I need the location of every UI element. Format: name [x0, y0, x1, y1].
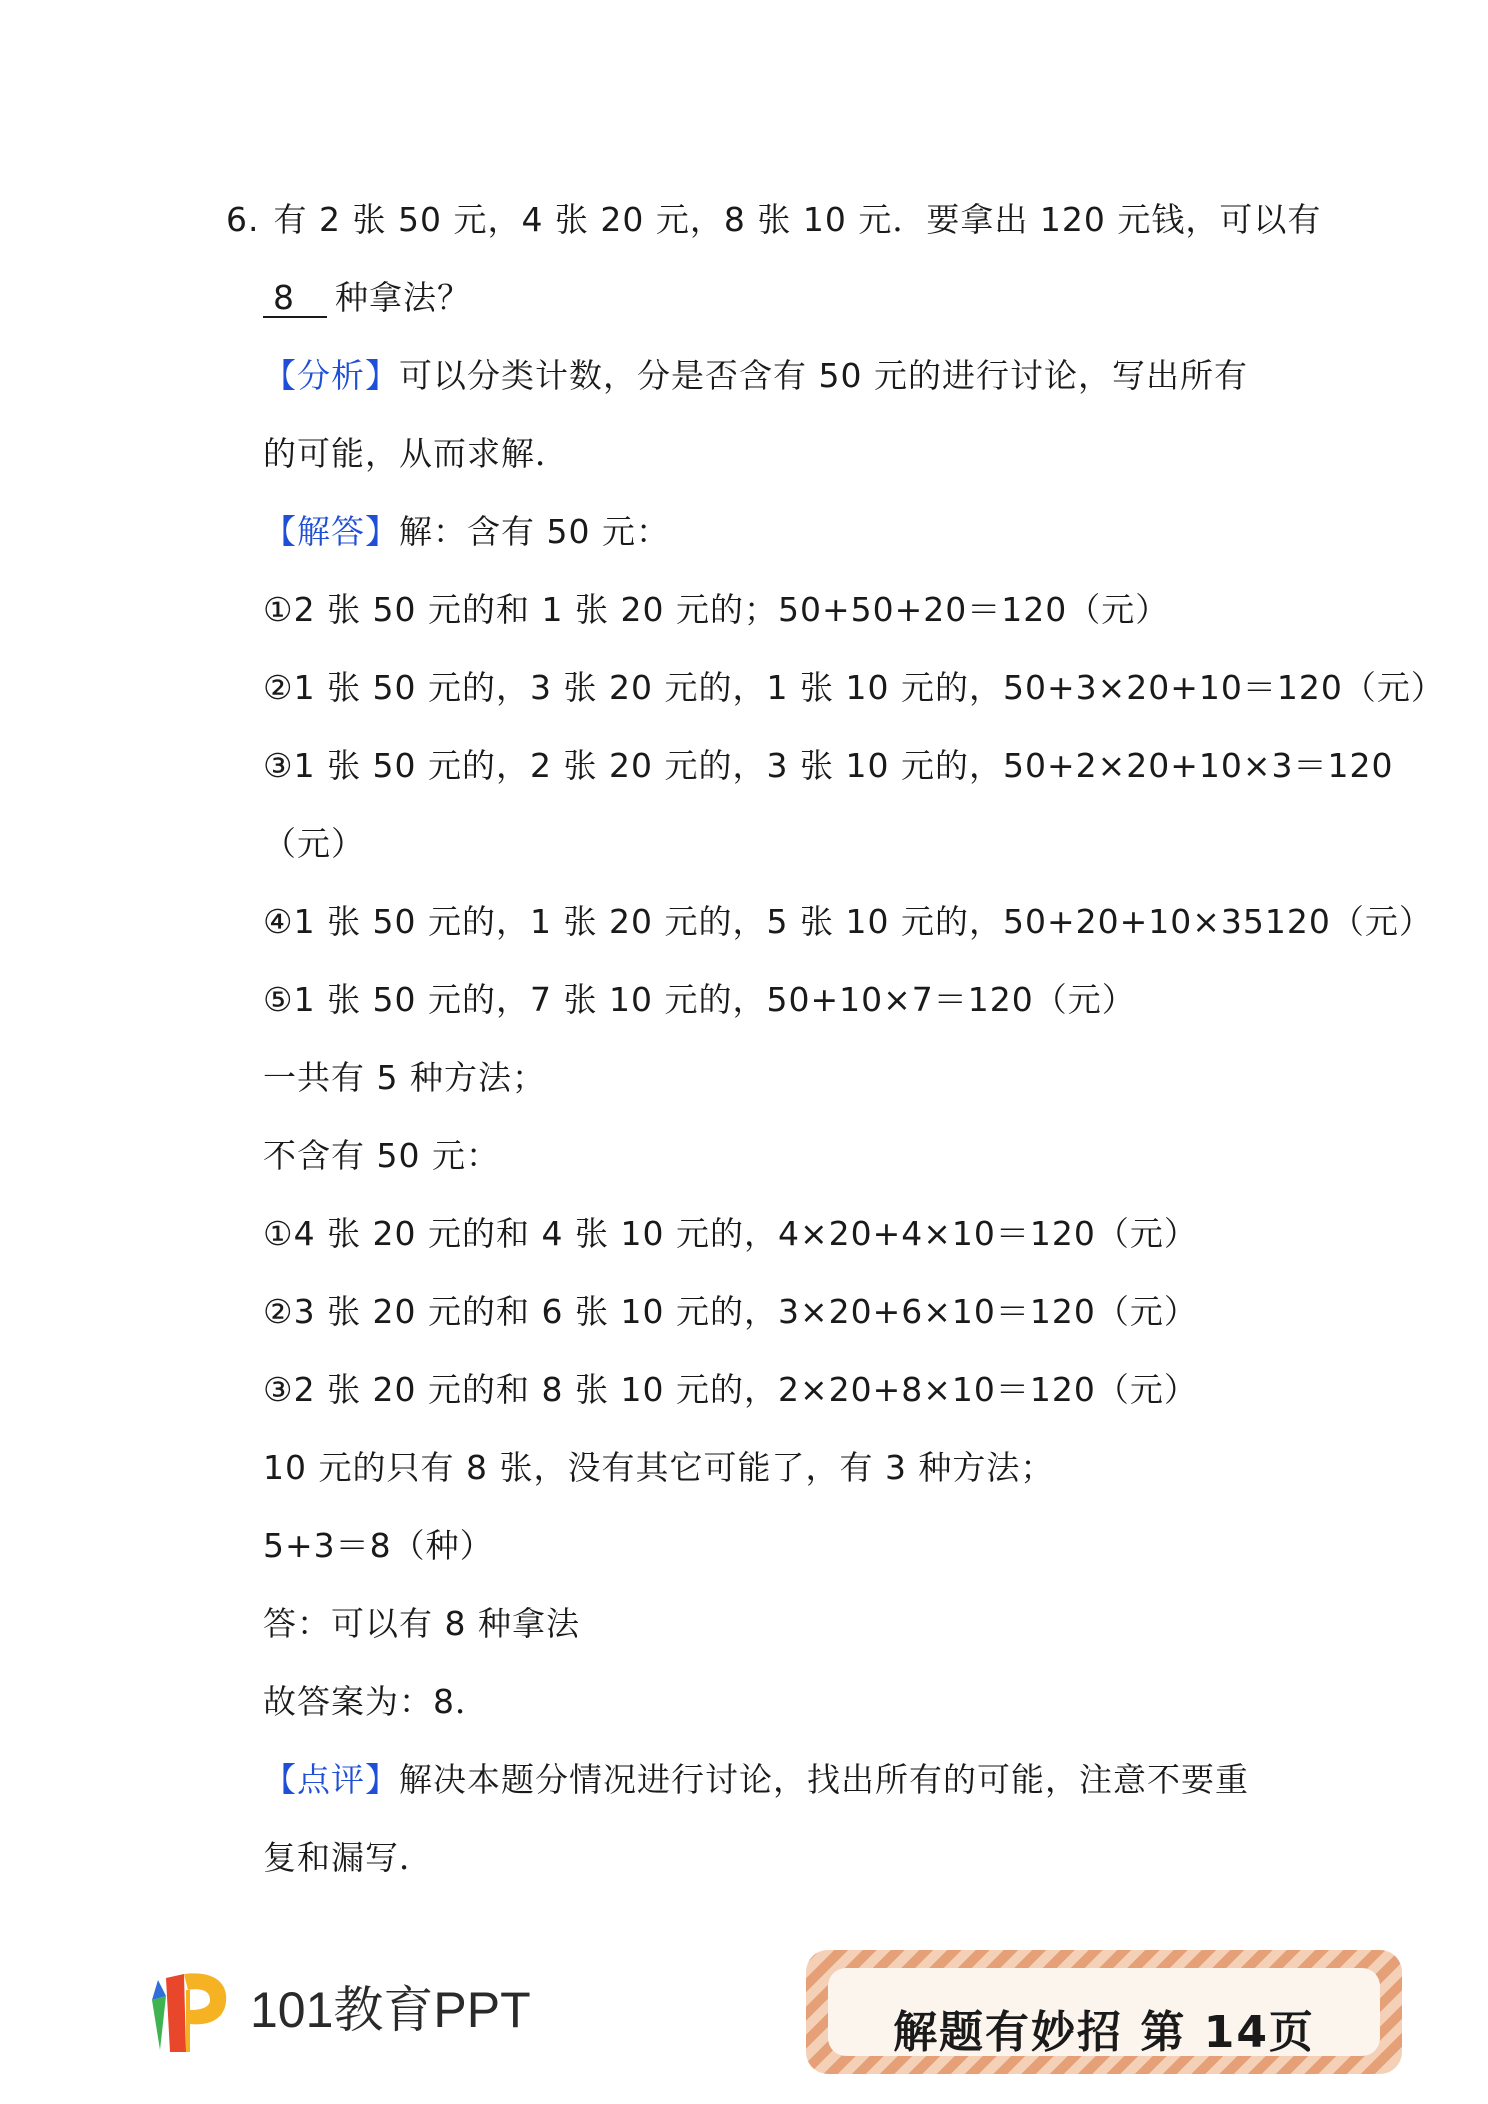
logo-text: 101教育PPT — [250, 1982, 531, 2038]
solution-line: 答：可以有 8 种拿法 — [263, 1604, 580, 1643]
page-badge-inner — [828, 1968, 1380, 2056]
solution-line: （元） — [263, 824, 365, 863]
comment-tag: 【点评】 — [263, 1760, 399, 1799]
solution-line: ③2 张 20 元的和 8 张 10 元的，2×20+8×10＝120（元） — [263, 1370, 1198, 1409]
question-text: 有 2 张 50 元，4 张 20 元，8 张 10 元．要拿出 120 元钱，可以有 — [273, 200, 1322, 239]
analysis-text-1: 可以分类计数，分是否含有 50 元的进行讨论，写出所有 — [399, 356, 1248, 395]
solution-line: ⑤1 张 50 元的，7 张 10 元的，50+10×7＝120（元） — [263, 980, 1136, 1019]
solution-line: ①2 张 50 元的和 1 张 20 元的；50+50+20＝120（元） — [263, 590, 1170, 629]
solution-tag: 【解答】 — [263, 512, 399, 551]
question-text-after: 种拿法？ — [335, 278, 471, 317]
page-badge-text: 解题有妙招 第 14页 — [893, 2007, 1315, 2058]
analysis-tag: 【分析】 — [263, 356, 399, 395]
solution-line: ②1 张 50 元的，3 张 20 元的，1 张 10 元的，50+3×20+10＝120（元） — [263, 668, 1445, 707]
analysis-line-2: 的可能，从而求解． — [263, 434, 569, 473]
comment-line-1 — [263, 1760, 1249, 1800]
solution-line: ②3 张 20 元的和 6 张 10 元的，3×20+6×10＝120（元） — [263, 1292, 1198, 1331]
solution-line: 故答案为：8． — [263, 1682, 489, 1721]
question-line-1 — [226, 200, 1321, 240]
solution-line: 一共有 5 种方法； — [263, 1058, 546, 1097]
solution-line: ④1 张 50 元的，1 张 20 元的，5 张 10 元的，50+20+10×35120（元） — [263, 902, 1433, 941]
analysis-line-1 — [263, 356, 1248, 396]
comment-line-2: 复和漏写． — [263, 1838, 433, 1877]
solution-line: 5+3＝8（种） — [263, 1526, 494, 1565]
solution-line: ①4 张 20 元的和 4 张 10 元的，4×20+4×10＝120（元） — [263, 1214, 1198, 1253]
page-badge — [806, 1950, 1402, 2074]
solution-line: 不含有 50 元： — [263, 1136, 500, 1175]
brand-logo — [140, 1960, 540, 2060]
solution-line: ③1 张 50 元的，2 张 20 元的，3 张 10 元的，50+2×20+10×3＝120 — [263, 746, 1394, 785]
question-line-2 — [263, 278, 471, 318]
question-number: 6. — [226, 200, 260, 239]
solution-intro: 解：含有 50 元： — [399, 512, 670, 551]
solution-line: 10 元的只有 8 张，没有其它可能了，有 3 种方法； — [263, 1448, 1055, 1487]
answer-blank: 8 — [263, 280, 327, 318]
p-logo-icon — [140, 1960, 240, 2060]
solution-intro-line — [263, 512, 670, 552]
comment-text-1: 解决本题分情况进行讨论，找出所有的可能，注意不要重 — [399, 1760, 1249, 1799]
